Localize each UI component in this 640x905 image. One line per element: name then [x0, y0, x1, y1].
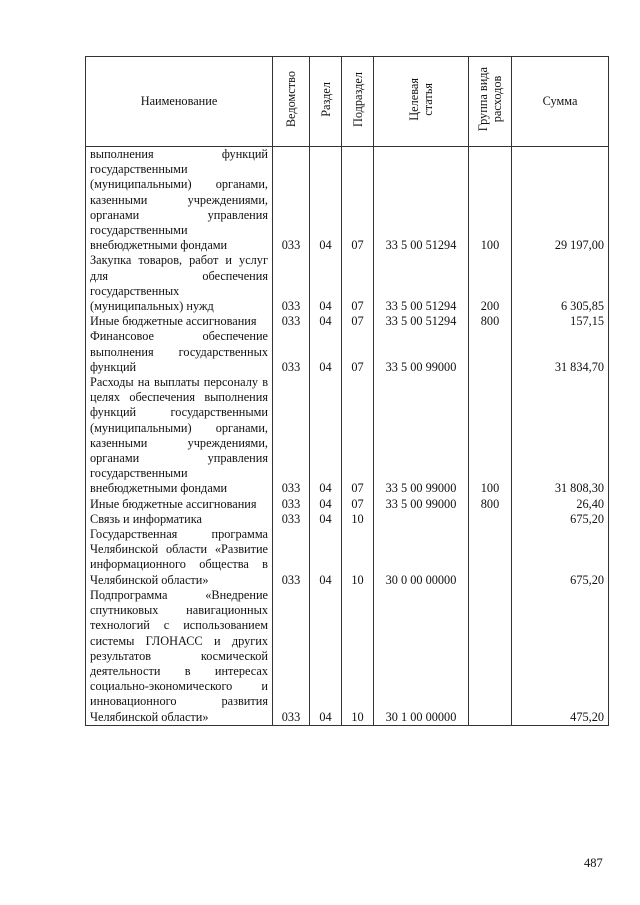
- row-podrazdel-cell: 07: [342, 329, 374, 375]
- row-name-cell: Подпрограмма «Внедрение спутниковых навигационных технологий с использованием системы ГЛОНАСС и других результатов космической деятельности в интересах социально-экономического и инновационного развития Челябинской области»: [86, 588, 273, 725]
- row-vedomstvo-cell: 033: [273, 329, 310, 375]
- table-row: [86, 375, 609, 497]
- row-razdel-cell: 04: [310, 314, 342, 329]
- row-vedomstvo-cell: 033: [273, 147, 310, 254]
- row-celevaya-cell: 33 5 00 99000: [374, 375, 469, 497]
- header-celevaya-statya: Целевая статья: [374, 57, 469, 147]
- page-number: 487: [584, 856, 603, 870]
- table-row: [86, 588, 609, 725]
- budget-table: [85, 56, 609, 726]
- header-gruppa-vida-rashodov: Группа вида расходов: [469, 57, 512, 147]
- row-razdel-cell: 04: [310, 253, 342, 314]
- row-gruppa-cell: [469, 588, 512, 725]
- row-gruppa-cell: 100: [469, 375, 512, 497]
- row-podrazdel-cell: 07: [342, 375, 374, 497]
- header-razdel: Раздел: [310, 57, 342, 147]
- row-name-cell: Иные бюджетные ассигнования: [86, 497, 273, 512]
- row-gruppa-cell: 100: [469, 147, 512, 254]
- row-podrazdel-cell: 07: [342, 253, 374, 314]
- row-razdel-cell: 04: [310, 512, 342, 527]
- row-summa-cell: 157,15: [512, 314, 609, 329]
- row-podrazdel-cell: 07: [342, 147, 374, 254]
- header-summa: Сумма: [512, 57, 609, 147]
- row-vedomstvo-cell: 033: [273, 512, 310, 527]
- row-gruppa-cell: [469, 329, 512, 375]
- row-summa-cell: 6 305,85: [512, 253, 609, 314]
- row-vedomstvo-cell: 033: [273, 314, 310, 329]
- header-podrazdel: Подраздел: [342, 57, 374, 147]
- row-vedomstvo-cell: 033: [273, 497, 310, 512]
- row-vedomstvo-cell: 033: [273, 588, 310, 725]
- row-celevaya-cell: 33 5 00 99000: [374, 497, 469, 512]
- row-vedomstvo-cell: 033: [273, 375, 310, 497]
- table-row: [86, 147, 609, 254]
- row-podrazdel-cell: 10: [342, 512, 374, 527]
- row-podrazdel-cell: 10: [342, 588, 374, 725]
- table-header: [86, 57, 609, 147]
- row-gruppa-cell: 800: [469, 497, 512, 512]
- row-name-cell: Закупка товаров, работ и услуг для обеспечения государственных (муниципальных) нужд: [86, 253, 273, 314]
- row-summa-cell: 26,40: [512, 497, 609, 512]
- row-vedomstvo-cell: 033: [273, 527, 310, 588]
- table-row: [86, 329, 609, 375]
- table-row: [86, 314, 609, 329]
- row-razdel-cell: 04: [310, 147, 342, 254]
- row-name-cell: выполнения функций государственными (муниципальными) органами, казенными учреждениями, органами управления государственными внебюджетными фондами: [86, 147, 273, 254]
- row-celevaya-cell: 33 5 00 51294: [374, 253, 469, 314]
- row-name-cell: Расходы на выплаты персоналу в целях обеспечения выполнения функций государственными (муниципальными) органами, казенными учреждениями, органами управления государственными внебюджетными фондами: [86, 375, 273, 497]
- row-summa-cell: 475,20: [512, 588, 609, 725]
- row-podrazdel-cell: 07: [342, 314, 374, 329]
- row-gruppa-cell: [469, 527, 512, 588]
- row-razdel-cell: 04: [310, 497, 342, 512]
- row-celevaya-cell: 30 0 00 00000: [374, 527, 469, 588]
- row-name-cell: Финансовое обеспечение выполнения государственных функций: [86, 329, 273, 375]
- table-row: [86, 512, 609, 527]
- row-name-cell: Иные бюджетные ассигнования: [86, 314, 273, 329]
- row-celevaya-cell: 33 5 00 51294: [374, 147, 469, 254]
- row-name-cell: Связь и информатика: [86, 512, 273, 527]
- header-vedomstvo: Ведомство: [273, 57, 310, 147]
- row-name-cell: Государственная программа Челябинской области «Развитие информационного общества в Челябинской области»: [86, 527, 273, 588]
- row-gruppa-cell: 800: [469, 314, 512, 329]
- row-podrazdel-cell: 10: [342, 527, 374, 588]
- row-vedomstvo-cell: 033: [273, 253, 310, 314]
- row-gruppa-cell: 200: [469, 253, 512, 314]
- row-celevaya-cell: 33 5 00 51294: [374, 314, 469, 329]
- row-summa-cell: 675,20: [512, 527, 609, 588]
- row-celevaya-cell: [374, 512, 469, 527]
- row-razdel-cell: 04: [310, 375, 342, 497]
- row-summa-cell: 29 197,00: [512, 147, 609, 254]
- table-row: [86, 527, 609, 588]
- row-razdel-cell: 04: [310, 527, 342, 588]
- row-summa-cell: 675,20: [512, 512, 609, 527]
- row-gruppa-cell: [469, 512, 512, 527]
- row-summa-cell: 31 834,70: [512, 329, 609, 375]
- row-podrazdel-cell: 07: [342, 497, 374, 512]
- row-celevaya-cell: 30 1 00 00000: [374, 588, 469, 725]
- table-row: [86, 497, 609, 512]
- row-razdel-cell: 04: [310, 329, 342, 375]
- row-razdel-cell: 04: [310, 588, 342, 725]
- row-celevaya-cell: 33 5 00 99000: [374, 329, 469, 375]
- table-body: [86, 147, 609, 726]
- header-name: Наименование: [86, 57, 273, 147]
- table-row: [86, 253, 609, 314]
- row-summa-cell: 31 808,30: [512, 375, 609, 497]
